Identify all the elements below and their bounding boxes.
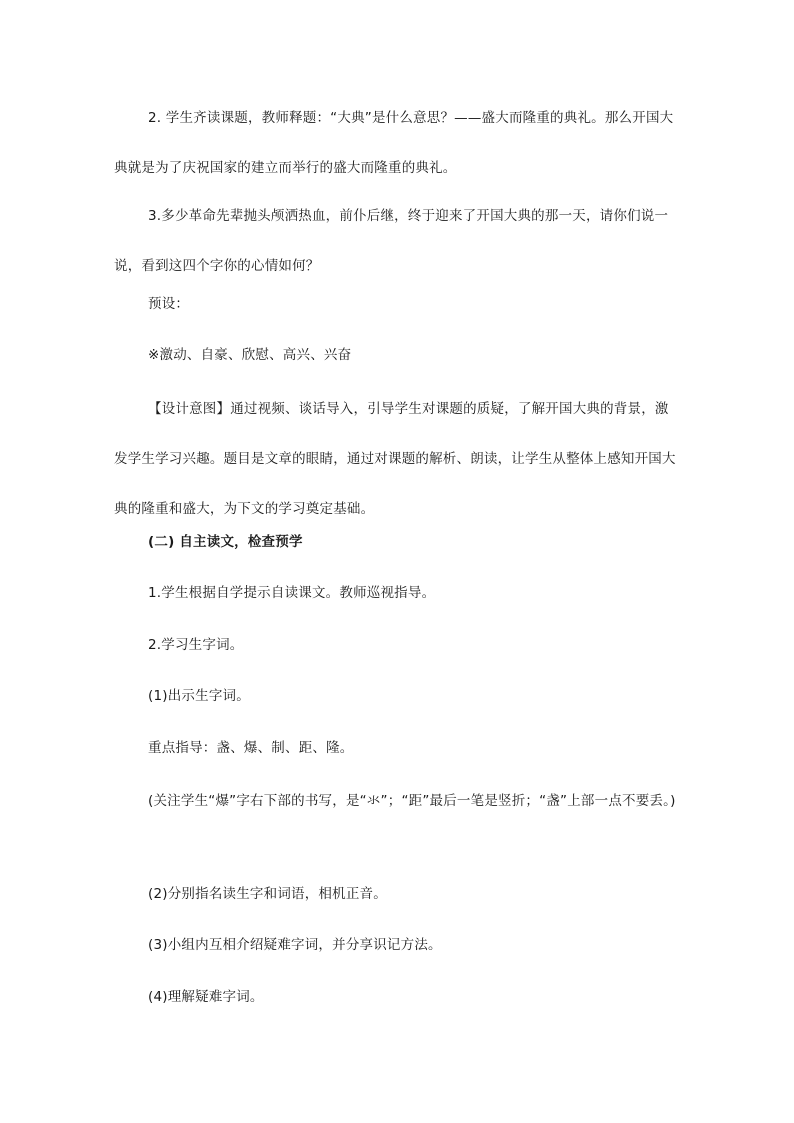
section-heading-self-reading: (二) 自主读文，检查预学 — [148, 534, 303, 550]
paragraph-key-guidance: 重点指导：盏、爆、制、距、隆。 — [148, 740, 354, 756]
paragraph-step-2: 2.学习生字词。 — [148, 637, 244, 653]
paragraph-writing-notes: (关注学生“爆”字右下部的书写，是“氺”；“距”最后一笔是竖折；“盏”上部一点不要丢。) — [148, 793, 676, 809]
paragraph-step-1: 1.学生根据自学提示自读课文。教师巡视指导。 — [148, 585, 436, 601]
paragraph-substep-4: (4)理解疑难字词。 — [148, 989, 264, 1005]
paragraph-substep-1: (1)出示生字词。 — [148, 688, 250, 704]
paragraph-substep-2: (2)分别指名读生字和词语，相机正音。 — [148, 886, 387, 902]
paragraph-revolution-question: 3.多少革命先辈抛头颅洒热血，前仆后继，终于迎来了开国大典的那一天，请你们说一说，看到这四个字你的心情如何？ — [114, 208, 669, 274]
paragraph-preset-feelings: ※激动、自豪、欣慰、高兴、兴奋 — [148, 347, 352, 363]
paragraph-preset-label: 预设： — [148, 296, 190, 312]
paragraph-design-intent: 【设计意图】通过视频、谈话导入，引导学生对课题的质疑，了解开国大典的背景，激发学生学习兴趣。题目是文章的眼睛，通过对课题的解析、朗读，让学生从整体上感知开国大典的隆重和盛大，为下文的学习奠定基础。 — [114, 401, 676, 517]
paragraph-title-explanation: 2. 学生齐读课题，教师释题：“大典”是什么意思？——盛大而隆重的典礼。那么开国大典就是为了庆祝国家的建立而举行的盛大而隆重的典礼。 — [114, 110, 674, 176]
paragraph-substep-3: (3)小组内互相介绍疑难字词，并分享识记方法。 — [148, 937, 442, 953]
